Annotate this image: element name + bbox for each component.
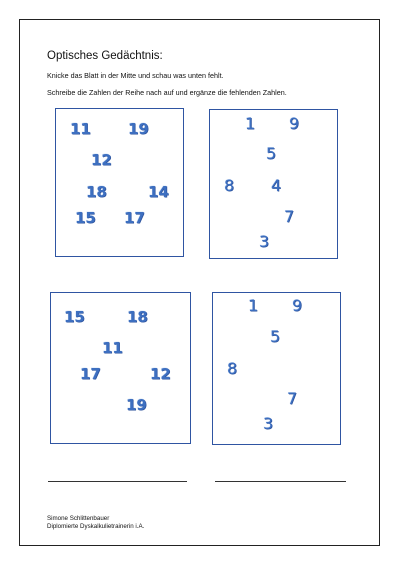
number-br-7: 7 xyxy=(287,389,298,408)
number-tr-1: 1 xyxy=(245,114,256,133)
number-br-1: 1 xyxy=(248,296,259,315)
number-br-9: 9 xyxy=(292,296,303,315)
worksheet-page xyxy=(19,19,380,546)
number-tl-14: 14 xyxy=(148,183,169,201)
answer-line-right[interactable] xyxy=(215,481,346,482)
number-tl-17: 17 xyxy=(124,209,145,227)
footer-author-title: Diplomierte Dyskalkulietrainerin i.A. xyxy=(47,523,145,530)
number-bl-17: 17 xyxy=(80,365,101,383)
worksheet-title: Optisches Gedächtnis: xyxy=(47,50,163,62)
number-bl-12: 12 xyxy=(150,365,171,383)
instruction-fold: Knicke das Blatt in der Mitte und schau was unten fehlt. xyxy=(47,71,224,80)
number-tl-19: 19 xyxy=(128,120,149,138)
number-tr-4: 4 xyxy=(271,176,282,195)
number-tr-5: 5 xyxy=(266,144,277,163)
number-br-5: 5 xyxy=(270,327,281,346)
number-bl-19: 19 xyxy=(126,396,147,414)
number-br-8: 8 xyxy=(227,359,238,378)
number-bl-15: 15 xyxy=(64,308,85,326)
number-tl-18: 18 xyxy=(86,183,107,201)
number-tr-7: 7 xyxy=(284,207,295,226)
footer-author-name: Simone Schlittenbauer xyxy=(47,515,110,522)
number-tl-11: 11 xyxy=(70,120,91,138)
number-tl-15: 15 xyxy=(75,209,96,227)
number-br-3: 3 xyxy=(263,414,274,433)
number-tl-12: 12 xyxy=(91,151,112,169)
instruction-write: Schreibe die Zahlen der Reihe nach auf und ergänze die fehlenden Zahlen. xyxy=(47,88,287,97)
number-tr-9: 9 xyxy=(289,114,300,133)
number-tr-8: 8 xyxy=(224,176,235,195)
answer-line-left[interactable] xyxy=(48,481,187,482)
number-tr-3: 3 xyxy=(259,232,270,251)
number-bl-11: 11 xyxy=(102,339,123,357)
number-bl-18: 18 xyxy=(127,308,148,326)
